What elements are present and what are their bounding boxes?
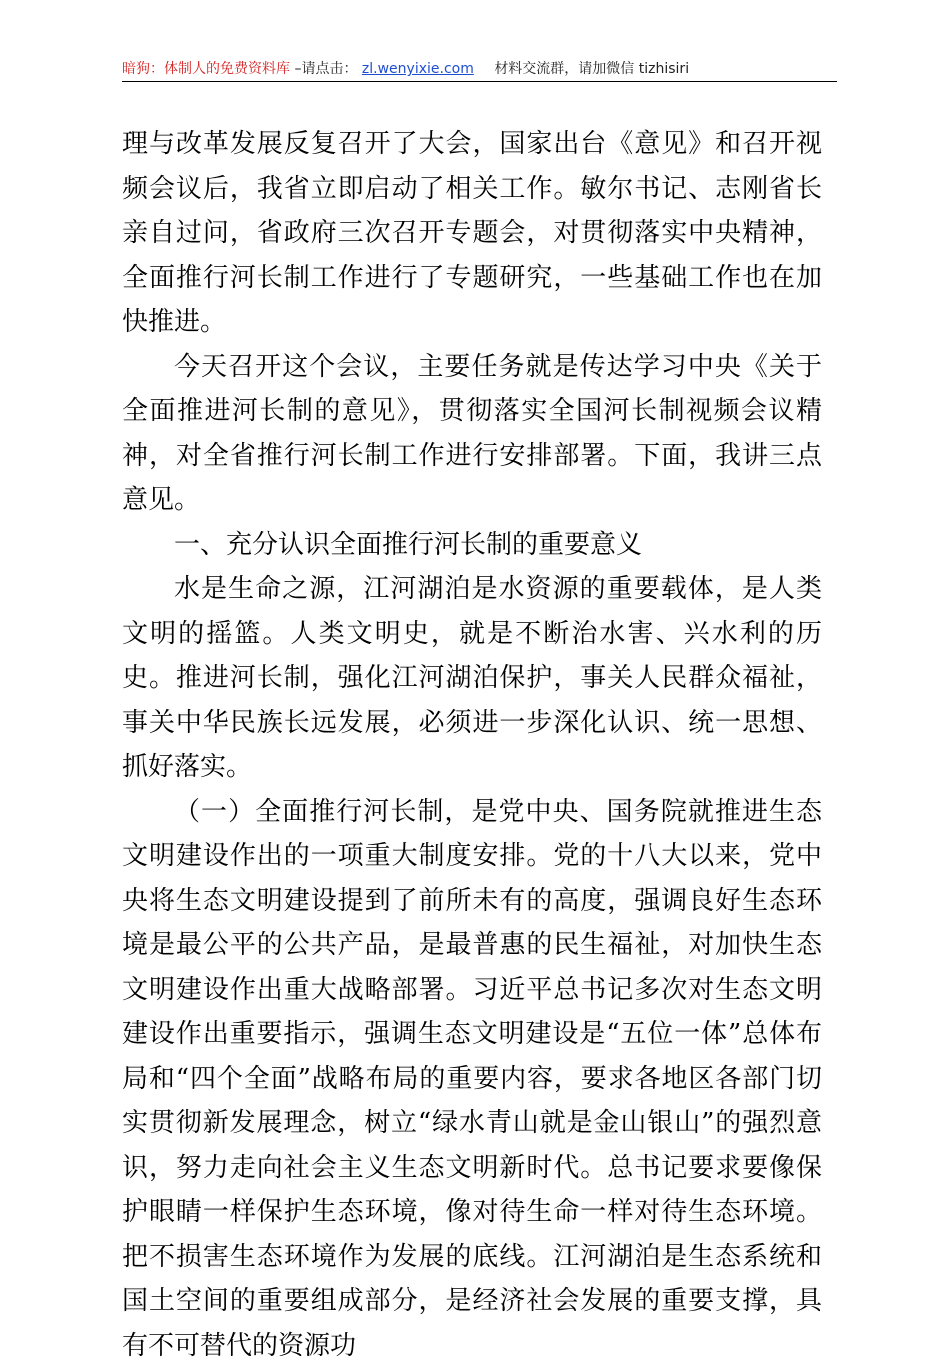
document-body [122, 122, 822, 1368]
header-brand: 暗狗：体制人的免费资料库 [122, 61, 290, 77]
paragraph-continued: 理与改革发展反复召开了大会，国家出台《意见》和召开视频会议后，我省立即启动了相关工作。敏尔书记、志刚省长亲自过问，省政府三次召开专题会，对贯彻落实中央精神，全面推行河长制工作进行了专题研究，一些基础工作也在加快推进。 [122, 122, 822, 345]
header-link[interactable]: zl.wenyixie.com [362, 61, 474, 77]
header-prompt: –请点击： [294, 61, 357, 77]
header-divider [122, 81, 837, 82]
paragraph-meeting-purpose: 今天召开这个会议，主要任务就是传达学习中央《关于全面推进河长制的意见》，贯彻落实全国河长制视频会议精神，对全省推行河长制工作进行安排部署。下面，我讲三点意见。 [122, 345, 822, 523]
header-contact: 材料交流群，请加微信 tizhisiri [494, 61, 689, 77]
section-heading-1: 一、充分认识全面推行河长制的重要意义 [122, 523, 822, 568]
page-header [122, 58, 837, 82]
paragraph-water-importance: 水是生命之源，江河湖泊是水资源的重要载体，是人类文明的摇篮。人类文明史，就是不断治水害、兴水利的历史。推进河长制，强化江河湖泊保护，事关人民群众福祉，事关中华民族长远发展，必须进一步深化认识、统一思想、抓好落实。 [122, 567, 822, 790]
paragraph-point-1: （一）全面推行河长制，是党中央、国务院就推进生态文明建设作出的一项重大制度安排。党的十八大以来，党中央将生态文明建设提到了前所未有的高度，强调良好生态环境是最公平的公共产品，是最普惠的民生福祉，对加快生态文明建设作出重大战略部署。习近平总书记多次对生态文明建设作出重要指示，强调生态文明建设是“五位一体”总体布局和“四个全面”战略布局的重要内容，要求各地区各部门切实贯彻新发展理念，树立“绿水青山就是金山银山”的强烈意识，努力走向社会主义生态文明新时代。总书记要求要像保护眼睛一样保护生态环境，像对待生命一样对待生态环境。把不损害生态环境作为发展的底线。江河湖泊是生态系统和国土空间的重要组成部分，是经济社会发展的重要支撑，具有不可替代的资源功 [122, 790, 822, 1368]
